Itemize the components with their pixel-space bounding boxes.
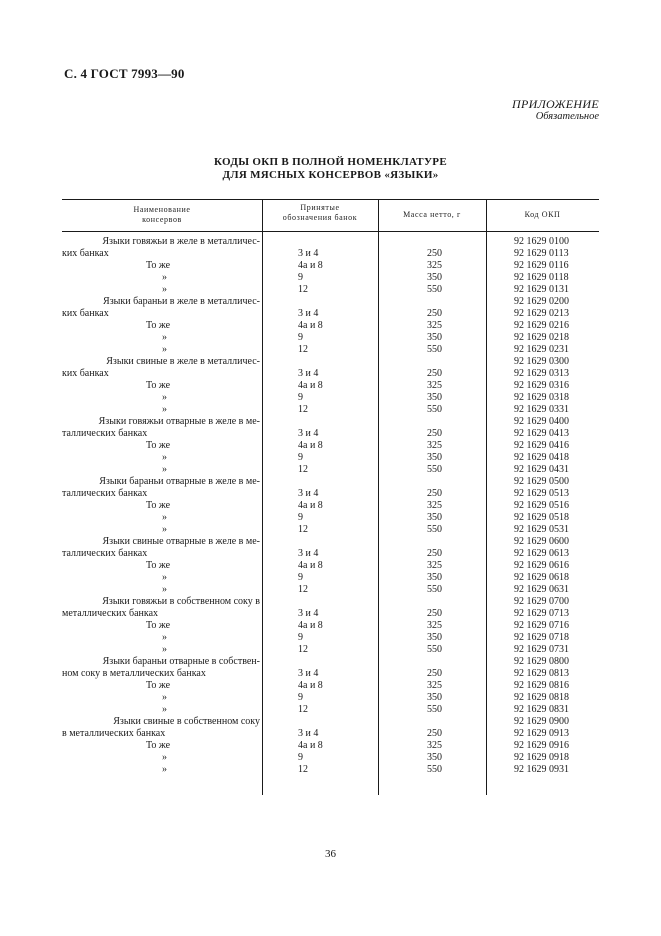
cell-name: То же [146,680,171,691]
table-row [62,656,599,668]
cell-can: 4а и 8 [298,380,323,391]
cell-can: 4а и 8 [298,440,323,451]
table-row [62,452,599,464]
cell-mass: 250 [427,728,442,739]
cell-code: 92 1629 0631 [514,584,569,595]
table-row [62,332,599,344]
cell-can: 3 и 4 [298,368,319,379]
table-row [62,680,599,692]
table-row [62,500,599,512]
cell-can: 3 и 4 [298,668,319,679]
cell-name: металлических банках [62,608,159,619]
cell-code: 92 1629 0313 [514,368,569,379]
cell-code: 92 1629 0700 [514,596,569,607]
table-row [62,560,599,572]
cell-code: 92 1629 0731 [514,644,569,655]
cell-name: » [162,584,167,595]
cell-mass: 550 [427,284,442,295]
table-row [62,308,599,320]
cell-mass: 350 [427,452,442,463]
cell-can: 4а и 8 [298,320,323,331]
table-top-rule [62,199,599,200]
cell-can: 3 и 4 [298,308,319,319]
cell-can: 12 [298,644,308,655]
title-line-2: ДЛЯ МЯСНЫХ КОНСЕРВОВ «ЯЗЫКИ» [222,169,439,181]
cell-can: 9 [298,392,303,403]
cell-code: 92 1629 0900 [514,716,569,727]
page-number: 36 [325,848,336,860]
cell-can: 9 [298,272,303,283]
table-row [62,740,599,752]
cell-can: 12 [298,704,308,715]
header-cans: Принятые обозначения банок [282,203,358,222]
table-row [62,548,599,560]
table-row [62,644,599,656]
cell-name: » [162,692,167,703]
cell-name: Языки свиные отварные в желе в ме- [102,536,260,547]
table-row [62,536,599,548]
cell-name: » [162,344,167,355]
table-row [62,752,599,764]
cell-code: 92 1629 0113 [514,248,569,259]
cell-can: 3 и 4 [298,248,319,259]
cell-name: То же [146,320,171,331]
cell-can: 12 [298,764,308,775]
table-row [62,764,599,776]
cell-mass: 250 [427,368,442,379]
cell-can: 12 [298,344,308,355]
cell-code: 92 1629 0816 [514,680,569,691]
cell-name: » [162,572,167,583]
table-row [62,632,599,644]
title-line-1: КОДЫ ОКП В ПОЛНОЙ НОМЕНКЛАТУРЕ [214,156,447,168]
cell-name: ном соку в металлических банках [62,668,206,679]
cell-name: ких банках [62,248,109,259]
cell-mass: 325 [427,440,442,451]
table-row [62,464,599,476]
cell-can: 9 [298,512,303,523]
cell-can: 4а и 8 [298,560,323,571]
cell-name: » [162,704,167,715]
cell-code: 92 1629 0513 [514,488,569,499]
cell-name: То же [146,500,171,511]
cell-name: То же [146,260,171,271]
cell-name: » [162,392,167,403]
cell-can: 9 [298,332,303,343]
cell-can: 12 [298,584,308,595]
cell-code: 92 1629 0818 [514,692,569,703]
cell-mass: 550 [427,404,442,415]
cell-name: » [162,752,167,763]
cell-mass: 550 [427,764,442,775]
cell-can: 12 [298,284,308,295]
cell-code: 92 1629 0813 [514,668,569,679]
table-row [62,668,599,680]
cell-name: в металлических банках [62,728,166,739]
cell-code: 92 1629 0500 [514,476,569,487]
cell-mass: 325 [427,680,442,691]
cell-name: Языки бараньи отварные в собствен- [102,656,260,667]
cell-name: » [162,764,167,775]
cell-code: 92 1629 0200 [514,296,569,307]
cell-name: ких банках [62,368,109,379]
cell-can: 9 [298,632,303,643]
table-row [62,620,599,632]
table-row [62,404,599,416]
cell-code: 92 1629 0518 [514,512,569,523]
table-row [62,524,599,536]
appendix-title: ПРИЛОЖЕНИЕ [512,97,599,111]
cell-can: 4а и 8 [298,740,323,751]
cell-mass: 325 [427,740,442,751]
cell-can: 3 и 4 [298,428,319,439]
cell-can: 9 [298,452,303,463]
cell-mass: 350 [427,752,442,763]
cell-can: 4а и 8 [298,620,323,631]
cell-name: » [162,632,167,643]
table-row [62,416,599,428]
cell-code: 92 1629 0916 [514,740,569,751]
cell-mass: 325 [427,320,442,331]
cell-code: 92 1629 0618 [514,572,569,583]
cell-name: Языки говяжьи в собственном соку в [102,596,260,607]
cell-mass: 550 [427,644,442,655]
table-row [62,428,599,440]
cell-mass: 325 [427,380,442,391]
cell-mass: 350 [427,692,442,703]
cell-name: » [162,452,167,463]
cell-name: таллических банках [62,428,148,439]
cell-name: Языки бараньи отварные в желе в ме- [99,476,260,487]
cell-name: То же [146,440,171,451]
cell-code: 92 1629 0613 [514,548,569,559]
table-row [62,272,599,284]
cell-mass: 350 [427,572,442,583]
cell-code: 92 1629 0431 [514,464,569,475]
cell-code: 92 1629 0713 [514,608,569,619]
cell-can: 9 [298,692,303,703]
cell-mass: 250 [427,428,442,439]
table-row [62,344,599,356]
cell-name: » [162,512,167,523]
cell-name: То же [146,380,171,391]
cell-name: » [162,464,167,475]
table-row [62,440,599,452]
cell-code: 92 1629 0318 [514,392,569,403]
table-row [62,704,599,716]
cell-can: 9 [298,572,303,583]
cell-code: 92 1629 0231 [514,344,569,355]
cell-code: 92 1629 0831 [514,704,569,715]
cell-code: 92 1629 0418 [514,452,569,463]
cell-code: 92 1629 0416 [514,440,569,451]
cell-mass: 325 [427,560,442,571]
cell-can: 4а и 8 [298,260,323,271]
cell-code: 92 1629 0131 [514,284,569,295]
cell-code: 92 1629 0800 [514,656,569,667]
table-row [62,608,599,620]
table-row [62,476,599,488]
cell-can: 3 и 4 [298,548,319,559]
table-row [62,728,599,740]
cell-code: 92 1629 0616 [514,560,569,571]
cell-name: » [162,404,167,415]
header-code: Код ОКП [524,210,561,219]
cell-code: 92 1629 0213 [514,308,569,319]
cell-mass: 325 [427,260,442,271]
cell-mass: 350 [427,392,442,403]
cell-code: 92 1629 0218 [514,332,569,343]
cell-mass: 550 [427,344,442,355]
cell-mass: 350 [427,332,442,343]
cell-can: 12 [298,524,308,535]
cell-code: 92 1629 0931 [514,764,569,775]
cell-name: » [162,284,167,295]
cell-code: 92 1629 0100 [514,236,569,247]
table-row [62,356,599,368]
cell-name: То же [146,560,171,571]
cell-name: То же [146,620,171,631]
cell-name: ких банках [62,308,109,319]
cell-mass: 550 [427,704,442,715]
cell-name: » [162,272,167,283]
cell-mass: 325 [427,620,442,631]
cell-code: 92 1629 0516 [514,500,569,511]
cell-name: » [162,332,167,343]
table-row [62,572,599,584]
table-row [62,716,599,728]
cell-name: Языки говяжьи отварные в желе в ме- [98,416,260,427]
cell-mass: 250 [427,608,442,619]
cell-name: Языки бараньи в желе в металличес- [103,296,260,307]
cell-name: таллических банках [62,488,148,499]
cell-code: 92 1629 0316 [514,380,569,391]
table-body [62,236,599,776]
cell-mass: 250 [427,248,442,259]
table-row [62,596,599,608]
cell-code: 92 1629 0413 [514,428,569,439]
cell-code: 92 1629 0600 [514,536,569,547]
cell-mass: 550 [427,464,442,475]
cell-mass: 250 [427,488,442,499]
page-header: С. 4 ГОСТ 7993—90 [64,66,185,81]
document-title [0,156,661,182]
header-name: Наименование консервов [133,205,191,224]
cell-can: 3 и 4 [298,608,319,619]
cell-mass: 250 [427,668,442,679]
cell-name: Языки говяжьи в желе в металличес- [102,236,260,247]
table-row [62,284,599,296]
cell-name: Языки свиные в желе в металличес- [106,356,260,367]
cell-mass: 325 [427,500,442,511]
cell-code: 92 1629 0300 [514,356,569,367]
cell-can: 12 [298,404,308,415]
appendix-label [512,97,599,124]
cell-code: 92 1629 0116 [514,260,569,271]
cell-name: » [162,524,167,535]
table-row [62,320,599,332]
cell-can: 9 [298,752,303,763]
cell-code: 92 1629 0913 [514,728,569,739]
cell-can: 4а и 8 [298,500,323,511]
cell-can: 12 [298,464,308,475]
cell-mass: 250 [427,308,442,319]
cell-code: 92 1629 0400 [514,416,569,427]
table-row [62,248,599,260]
table-row [62,260,599,272]
cell-code: 92 1629 0118 [514,272,569,283]
table-row [62,368,599,380]
cell-can: 4а и 8 [298,680,323,691]
cell-can: 3 и 4 [298,488,319,499]
cell-mass: 350 [427,272,442,283]
cell-code: 92 1629 0716 [514,620,569,631]
header-mass: Масса нетто, г [403,210,461,219]
table-header-rule [62,231,599,232]
cell-name: таллических банках [62,548,148,559]
cell-code: 92 1629 0531 [514,524,569,535]
table-row [62,296,599,308]
cell-name: » [162,644,167,655]
table-row [62,488,599,500]
cell-code: 92 1629 0718 [514,632,569,643]
table-row [62,692,599,704]
cell-code: 92 1629 0216 [514,320,569,331]
cell-mass: 250 [427,548,442,559]
cell-mass: 550 [427,524,442,535]
table-row [62,392,599,404]
cell-name: То же [146,740,171,751]
cell-mass: 350 [427,512,442,523]
cell-code: 92 1629 0331 [514,404,569,415]
okp-codes-table [62,199,599,795]
table-row [62,512,599,524]
cell-can: 3 и 4 [298,728,319,739]
table-row [62,236,599,248]
cell-mass: 550 [427,584,442,595]
cell-mass: 350 [427,632,442,643]
table-row [62,380,599,392]
cell-name: Языки свиные в собственном соку [113,716,260,727]
appendix-sublabel: Обязательное [535,111,599,122]
table-row [62,584,599,596]
cell-code: 92 1629 0918 [514,752,569,763]
